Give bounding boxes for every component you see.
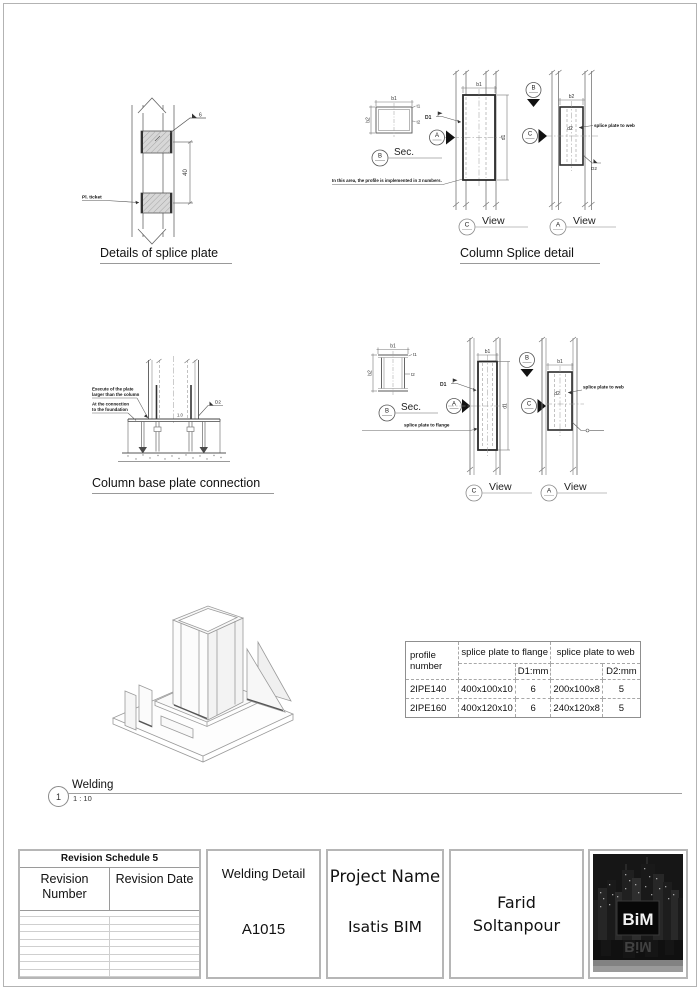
sheet-info-box	[206, 849, 321, 979]
view-number-circle	[48, 786, 69, 807]
revision-schedule	[18, 849, 201, 979]
view-number: 1	[55, 791, 61, 802]
drawing3-title: Column base plate connection	[92, 476, 274, 494]
svg-text:d1: d1	[502, 403, 509, 409]
svg-text:b2: b2	[568, 94, 575, 100]
column-elevation-web	[539, 337, 624, 475]
drawing-base-plate	[80, 330, 330, 478]
svg-text:larger than the column: larger than the column	[92, 392, 140, 397]
svg-text:B: B	[524, 355, 530, 362]
drawing-splice-plate	[60, 85, 310, 260]
table-row: 2IPE160 400x120x10 6 240x120x8 5	[406, 699, 641, 718]
drawing1-title: Details of splice plate	[100, 246, 232, 264]
svg-text:C: C	[526, 401, 532, 408]
svg-text:A: A	[434, 133, 440, 139]
view-label: View	[564, 481, 587, 493]
svg-text:C: C	[527, 131, 533, 138]
bim-logo-image	[593, 853, 683, 973]
svg-text:D2: D2	[215, 399, 221, 405]
view-label: View	[482, 215, 505, 227]
revision-row	[20, 940, 199, 948]
sheet-name: Welding Detail	[221, 866, 306, 881]
drawing2-title: Column Splice detail	[460, 246, 600, 264]
svg-text:t1: t1	[413, 352, 417, 357]
company-logo	[593, 853, 683, 973]
col-header-flange: splice plate to flange	[459, 642, 551, 664]
splice-plate-top	[141, 131, 172, 153]
svg-text:D2: D2	[591, 166, 597, 171]
svg-text:C: C	[471, 487, 477, 495]
view-name: Welding	[72, 779, 114, 791]
svg-text:D1: D1	[425, 115, 432, 121]
revision-number-header: Revision Number	[20, 868, 110, 910]
note-foundation	[92, 402, 136, 421]
revision-rows	[20, 916, 199, 979]
svg-text:B: B	[531, 85, 536, 92]
svg-text:b2: b2	[365, 117, 372, 123]
project-name: Isatis BIM	[347, 918, 423, 936]
logo-box	[588, 849, 688, 979]
foundation	[118, 453, 230, 462]
column-lines	[132, 105, 174, 237]
revision-schedule-title: Revision Schedule 5	[20, 851, 199, 868]
weld-symbol	[170, 113, 206, 134]
revision-row	[20, 925, 199, 933]
drawing-splice-views	[360, 330, 660, 508]
svg-text:D1: D1	[440, 382, 447, 388]
svg-text:A: A	[546, 487, 552, 495]
sheet-number: A1015	[241, 921, 286, 938]
svg-text:Pl. ticket: Pl. ticket	[82, 195, 102, 201]
revision-row	[20, 955, 199, 963]
svg-text:At the connection: At the connection	[92, 401, 130, 407]
view-arrow-c	[523, 129, 548, 144]
revision-row	[20, 917, 199, 925]
svg-text:C: C	[464, 221, 470, 229]
view-arrow-a	[430, 130, 456, 145]
break-mark	[138, 98, 166, 113]
splice-web-label: splice plate to web	[594, 123, 635, 128]
dim-40-text: 40	[183, 169, 189, 176]
svg-text:d2: d2	[554, 391, 560, 397]
svg-text:t2: t2	[411, 371, 415, 377]
splice-plate-bottom	[141, 193, 172, 213]
weld-symbol-d2	[199, 400, 224, 417]
sec-label: Sec.	[401, 402, 422, 413]
svg-text:d2: d2	[567, 126, 573, 132]
svg-text:b1: b1	[476, 82, 482, 88]
revision-row	[20, 962, 199, 970]
revision-date-header: Revision Date	[115, 872, 194, 886]
sec-label: Sec.	[394, 147, 415, 158]
col-header-profile: profile number	[406, 642, 459, 680]
svg-text:In this area, the profile is i: In this area, the profile is implemented in 3 numbers.	[332, 178, 442, 183]
svg-text:b1: b1	[391, 96, 397, 102]
svg-text:t2: t2	[416, 119, 421, 125]
svg-text:A: A	[451, 401, 457, 408]
svg-text:b1: b1	[484, 349, 491, 355]
svg-text:to the foundation: to the foundation	[92, 407, 128, 412]
svg-text:splice plate to flange: splice plate to flange	[404, 422, 450, 428]
empty-cell	[551, 664, 602, 680]
revision-row	[20, 970, 199, 978]
isometric-drawing	[95, 588, 315, 770]
view-title-c	[466, 481, 532, 501]
svg-text:d1: d1	[501, 134, 507, 141]
view-title-a	[541, 481, 607, 501]
revision-row	[20, 947, 199, 955]
svg-text:Execute of the plate: Execute of the plate	[92, 386, 134, 392]
project-label: Project Name	[329, 867, 441, 886]
svg-text:b2: b2	[367, 370, 374, 376]
logo-text: BiM	[622, 910, 654, 929]
project-box	[326, 849, 444, 979]
weld-symbol-d1	[440, 379, 477, 392]
weld-symbol-d2	[583, 155, 601, 171]
section-marker-b	[379, 402, 438, 421]
view-title-c	[459, 215, 528, 235]
splice-flange-label	[362, 423, 478, 432]
drawing-column-splice	[330, 65, 660, 243]
splice-web-label: splice plate to web	[583, 384, 624, 390]
svg-text:B: B	[384, 408, 390, 415]
break-mark	[138, 229, 166, 244]
view-label: View	[573, 215, 596, 227]
section-profile	[368, 344, 418, 396]
revision-header	[20, 868, 199, 911]
section-marker-b-top	[520, 353, 535, 378]
view-title-a	[550, 215, 616, 235]
svg-text:B: B	[377, 153, 383, 160]
column-elevation-flange	[448, 337, 510, 475]
empty-cell	[459, 664, 516, 680]
logo-reflection-text: BiM	[624, 938, 652, 955]
author-box	[449, 849, 584, 979]
column-elevation-web	[546, 70, 635, 210]
svg-text:A: A	[555, 221, 561, 229]
dim-plate-thk: 1.0	[177, 412, 183, 418]
col-header-web: splice plate to web	[551, 642, 640, 664]
splice-schedule-table	[405, 641, 641, 718]
view-label: View	[489, 481, 512, 493]
author-name: Farid Soltanpour	[472, 893, 561, 936]
svg-text:6: 6	[199, 112, 202, 119]
section-profile	[366, 96, 421, 137]
col-header-d2: D2:mm	[602, 664, 640, 680]
table-row: 2IPE140 400x100x10 6 200x100x8 5	[406, 680, 641, 699]
svg-text:b1: b1	[390, 343, 396, 350]
col-header-d1: D1:mm	[515, 664, 551, 680]
view-scale: 1 : 10	[73, 794, 92, 803]
revision-row	[20, 977, 199, 979]
plate-label	[82, 195, 139, 205]
anchor-bolts	[139, 422, 209, 454]
profile-note	[332, 174, 481, 185]
section-marker-b	[372, 147, 442, 166]
svg-text:b1: b1	[557, 359, 563, 365]
base-plate	[128, 419, 220, 422]
view-title-line	[68, 793, 682, 794]
svg-text:t1: t1	[416, 103, 421, 109]
revision-row	[20, 932, 199, 940]
section-marker-b-top	[526, 83, 541, 108]
